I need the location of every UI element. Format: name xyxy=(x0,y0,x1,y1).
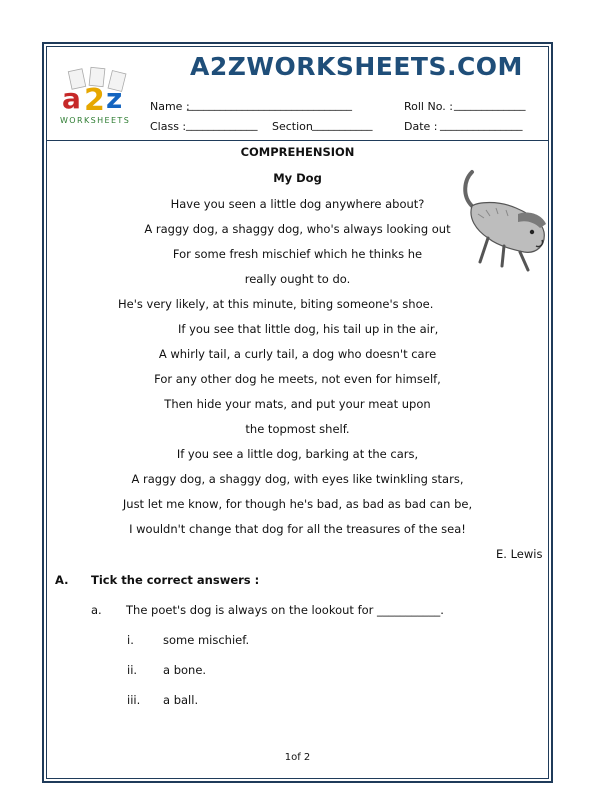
class-field[interactable]: _____________ xyxy=(186,118,258,131)
page-number: 1of 2 xyxy=(284,752,311,763)
name-field[interactable]: ______________________________ xyxy=(187,98,352,111)
poem-line: A raggy dog, a shaggy dog, who's always looking out xyxy=(144,222,451,236)
exercise-marker: A. xyxy=(55,573,69,587)
svg-text:2: 2 xyxy=(84,83,105,118)
roll-field[interactable]: _____________ xyxy=(454,98,526,111)
poem-line: Just let me know, for though he's bad, as bad as bad can be, xyxy=(122,497,473,511)
name-label: Name : xyxy=(150,100,190,113)
logo-text: WORKSHEETS xyxy=(60,116,131,125)
svg-text:z: z xyxy=(106,82,123,115)
poem-line: He's very likely, at this minute, biting someone's shoe. xyxy=(118,297,434,311)
poem-line: A raggy dog, a shaggy dog, with eyes like twinkling stars, xyxy=(131,472,464,486)
option-marker: ii. xyxy=(127,663,138,677)
poem-line: If you see that little dog, his tail up in the air, xyxy=(178,322,439,336)
class-label: Class : xyxy=(150,120,187,133)
a2z-logo-icon xyxy=(56,66,142,128)
poem-line: A whirly tail, a curly tail, a dog who doesn't care xyxy=(158,347,437,361)
site-title: A2ZWORKSHEETS.COM xyxy=(190,52,523,81)
question-text: The poet's dog is always on the lookout for ___________. xyxy=(126,603,444,617)
date-label: Date : xyxy=(404,120,438,133)
question-marker: a. xyxy=(91,603,102,617)
svg-text:a: a xyxy=(62,82,81,115)
poem-line: I wouldn't change that dog for all the treasures of the sea! xyxy=(129,522,466,536)
poem-title: My Dog xyxy=(273,171,322,185)
section-field[interactable]: ___________ xyxy=(312,118,373,131)
option-marker: iii. xyxy=(127,693,141,707)
poem-line: Have you seen a little dog anywhere about? xyxy=(170,197,425,211)
poem-line: For any other dog he meets, not even for himself, xyxy=(154,372,441,386)
option-text[interactable]: a ball. xyxy=(163,693,199,707)
poem-line: If you see a little dog, barking at the cars, xyxy=(176,447,419,461)
option-marker: i. xyxy=(127,633,134,647)
option-text[interactable]: a bone. xyxy=(163,663,207,677)
date-field[interactable]: _______________ xyxy=(440,118,523,131)
poem-line: For some fresh mischief which he thinks he xyxy=(172,247,423,261)
poem-line: Then hide your mats, and put your meat upon xyxy=(164,397,431,411)
poem-line: really ought to do. xyxy=(244,272,351,286)
section-heading: COMPREHENSION xyxy=(240,145,355,159)
header-divider xyxy=(46,140,549,141)
exercise-instruction: Tick the correct answers : xyxy=(91,573,260,587)
poem-author: E. Lewis xyxy=(496,547,543,561)
section-label: Section xyxy=(272,120,313,133)
roll-label: Roll No. : xyxy=(404,100,453,113)
poem-line: the topmost shelf. xyxy=(245,422,350,436)
option-text[interactable]: some mischief. xyxy=(163,633,250,647)
